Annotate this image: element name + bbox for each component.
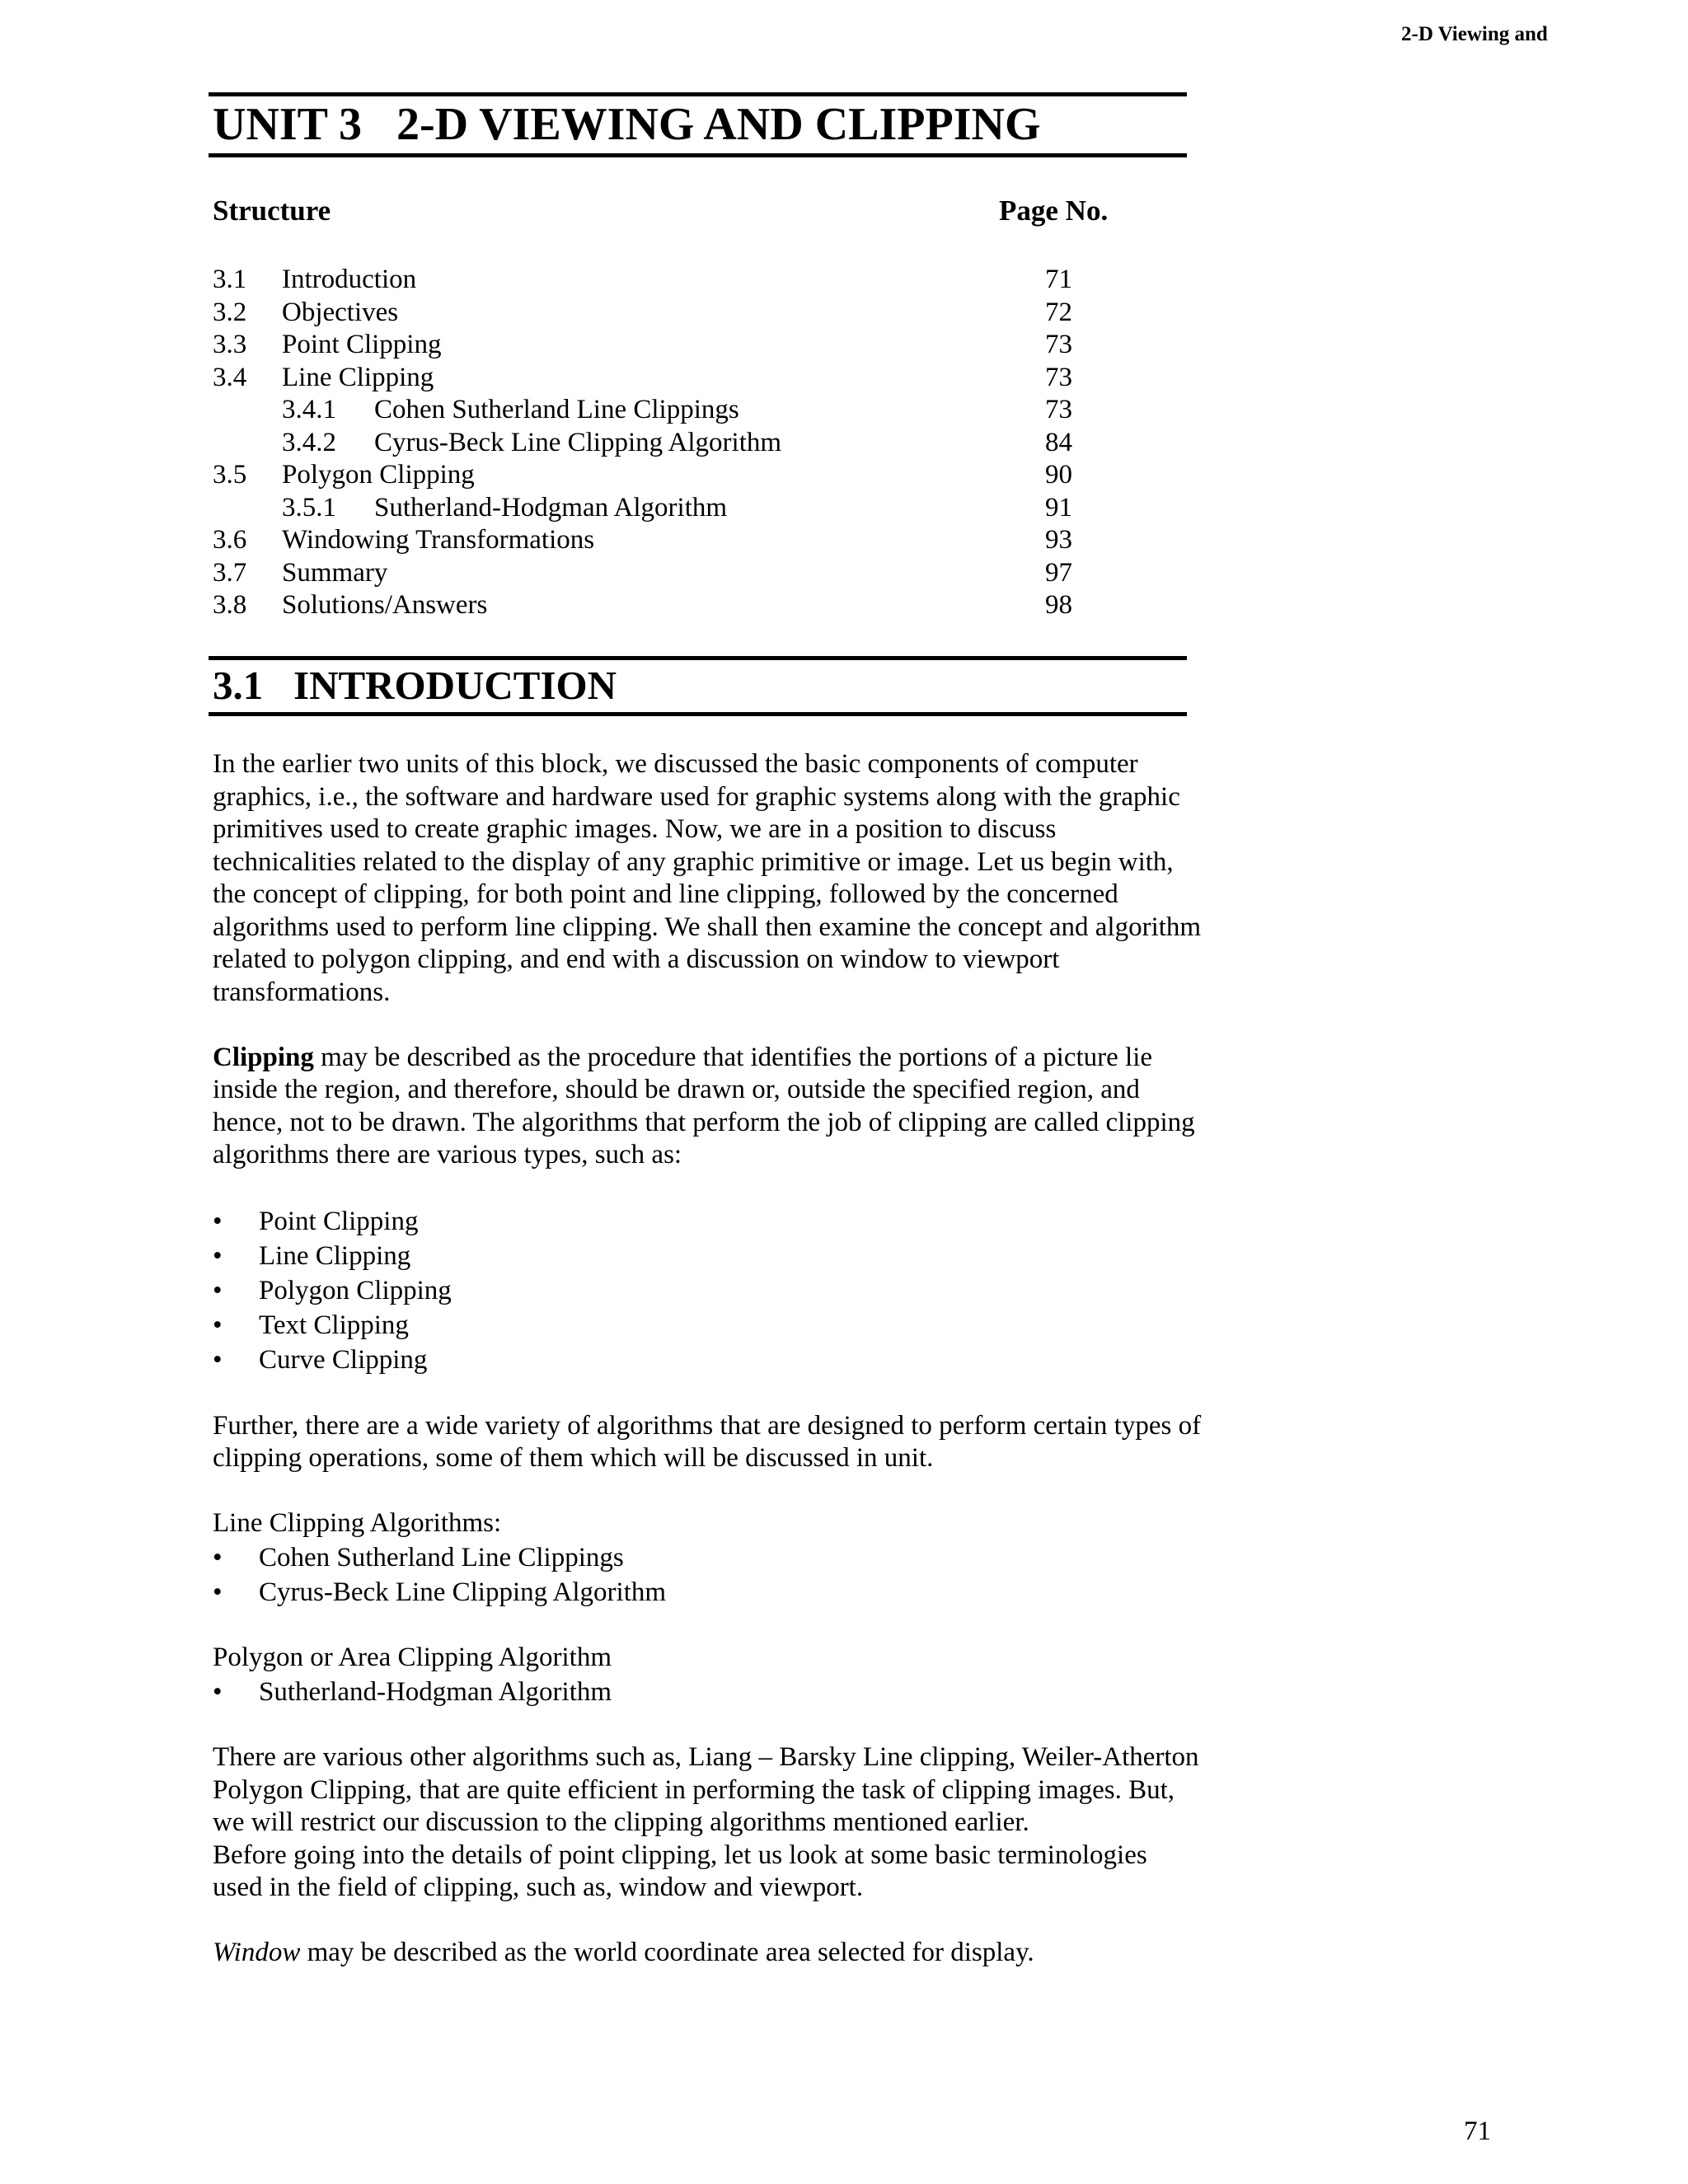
toc-row — [213, 557, 1160, 590]
toc-title: Windowing Transformations — [282, 525, 595, 555]
section-body — [213, 748, 1202, 2002]
toc-title: Sutherland-Hodgman Algorithm — [374, 492, 728, 523]
toc-page: 84 — [1045, 427, 1072, 457]
toc-row — [213, 264, 1160, 297]
toc-row — [213, 589, 1160, 622]
list-item: • Cohen Sutherland Line Clippings — [213, 1540, 1202, 1575]
list-item: • Point Clipping — [213, 1204, 1202, 1239]
toc-title: Objectives — [282, 297, 399, 327]
running-head: 2-D Viewing and — [1401, 23, 1548, 45]
toc-title: Cohen Sutherland Line Clippings — [374, 395, 739, 424]
polygon-algorithms-label: Polygon or Area Clipping Algorithm — [213, 1643, 612, 1672]
list-item: • Polygon Clipping — [213, 1273, 1202, 1308]
window-definition-text: may be described as the world coordinate area selected for display. — [300, 1938, 1034, 1967]
polygon-algorithms-list — [213, 1675, 1202, 1709]
toc-number: 3.5.1 — [282, 492, 336, 523]
terminology-paragraph: Before going into the details of point clipping, let us look at some basic terminologies used in the field of clipping, such as, window and viewport. — [213, 1840, 1147, 1902]
unit-title: UNIT 3 2-D VIEWING AND CLIPPING — [213, 99, 1041, 150]
toc-number: 3.4.1 — [282, 395, 336, 424]
section-bottom-rule — [209, 712, 1187, 716]
section-top-rule — [209, 656, 1187, 660]
clipping-definition-text: may be described as the procedure that identifies the portions of a picture lie inside the region, and therefore, should be drawn or, outside the specified region, and hence, not to be drawn. The algorithms that perform the job of clipping are called clipping algorithms there are various types, such as: — [213, 1042, 1195, 1169]
clipping-term: Clipping — [213, 1042, 314, 1072]
toc-row — [213, 394, 1160, 427]
toc-row — [213, 524, 1160, 557]
toc-page: 93 — [1045, 525, 1072, 555]
intro-paragraph: In the earlier two units of this block, we discussed the basic components of computer graphics, i.e., the software and hardware used for graphic systems along with the graphic primitives used to create graphic images. Now, we are in a position to discuss technicalities related to the display of any graphic primitive or image. Let us begin with, the concept of clipping, for both point and line clipping, followed by the concerned algorithms used to perform line clipping. We shall then examine the concept and algorithm related to polygon clipping, and end with a discussion on window to viewport transformations. — [213, 749, 1202, 1007]
toc-number: 3.6 — [213, 525, 247, 555]
toc-number: 3.3 — [213, 330, 247, 359]
list-item: • Curve Clipping — [213, 1343, 1202, 1377]
toc-title: Polygon Clipping — [282, 460, 475, 490]
toc-title: Line Clipping — [282, 362, 434, 392]
toc-row — [213, 362, 1160, 395]
toc-row — [213, 427, 1160, 460]
section-title: 3.1 INTRODUCTION — [213, 663, 617, 708]
toc-title: Introduction — [282, 265, 417, 294]
line-algorithms-list — [213, 1540, 1202, 1610]
toc-row — [213, 459, 1160, 492]
clipping-definition-paragraph — [213, 1042, 1202, 1172]
other-algorithms-paragraph: There are various other algorithms such as, Liang – Barsky Line clipping, Weiler-Atherton Polygon Clipping, that are quite efficient in performing the task of clipping images. But, we will restrict our discussion to the clipping algorithms mentioned earlier. — [213, 1742, 1199, 1837]
toc-page: 91 — [1045, 492, 1072, 523]
toc-number: 3.4.2 — [282, 427, 336, 457]
toc-row — [213, 492, 1160, 525]
toc-title: Cyrus-Beck Line Clipping Algorithm — [374, 427, 782, 457]
toc-page: 72 — [1045, 297, 1072, 327]
list-item: • Sutherland-Hodgman Algorithm — [213, 1675, 1202, 1709]
window-definition-paragraph — [213, 1937, 1202, 1970]
page-number: 71 — [1464, 2116, 1491, 2146]
structure-heading: Structure — [213, 194, 331, 227]
table-of-contents — [213, 264, 1160, 622]
toc-page: 97 — [1045, 557, 1072, 588]
toc-title: Point Clipping — [282, 330, 442, 359]
toc-page: 98 — [1045, 590, 1072, 620]
window-term: Window — [213, 1938, 301, 1967]
page-no-heading: Page No. — [999, 194, 1109, 227]
toc-page: 71 — [1045, 265, 1072, 294]
toc-number: 3.5 — [213, 460, 247, 490]
list-item: • Line Clipping — [213, 1239, 1202, 1273]
title-top-rule — [209, 92, 1187, 96]
line-algorithms-label: Line Clipping Algorithms: — [213, 1508, 502, 1538]
title-bottom-rule — [209, 153, 1187, 157]
toc-page: 90 — [1045, 460, 1072, 490]
toc-number: 3.8 — [213, 590, 247, 620]
toc-title: Summary — [282, 557, 388, 588]
toc-title: Solutions/Answers — [282, 590, 488, 620]
algorithms-paragraph: Further, there are a wide variety of algorithms that are designed to perform certain types of clipping operations, some of them which will be discussed in unit. — [213, 1410, 1202, 1473]
clipping-types-list — [213, 1204, 1202, 1377]
toc-number: 3.1 — [213, 265, 247, 294]
list-item: • Cyrus-Beck Line Clipping Algorithm — [213, 1575, 1202, 1610]
toc-row — [213, 329, 1160, 362]
toc-page: 73 — [1045, 395, 1072, 424]
toc-page: 73 — [1045, 362, 1072, 392]
list-item: • Text Clipping — [213, 1308, 1202, 1343]
toc-number: 3.4 — [213, 362, 247, 392]
toc-row — [213, 297, 1160, 330]
toc-number: 3.2 — [213, 297, 247, 327]
toc-page: 73 — [1045, 330, 1072, 359]
toc-number: 3.7 — [213, 557, 247, 588]
